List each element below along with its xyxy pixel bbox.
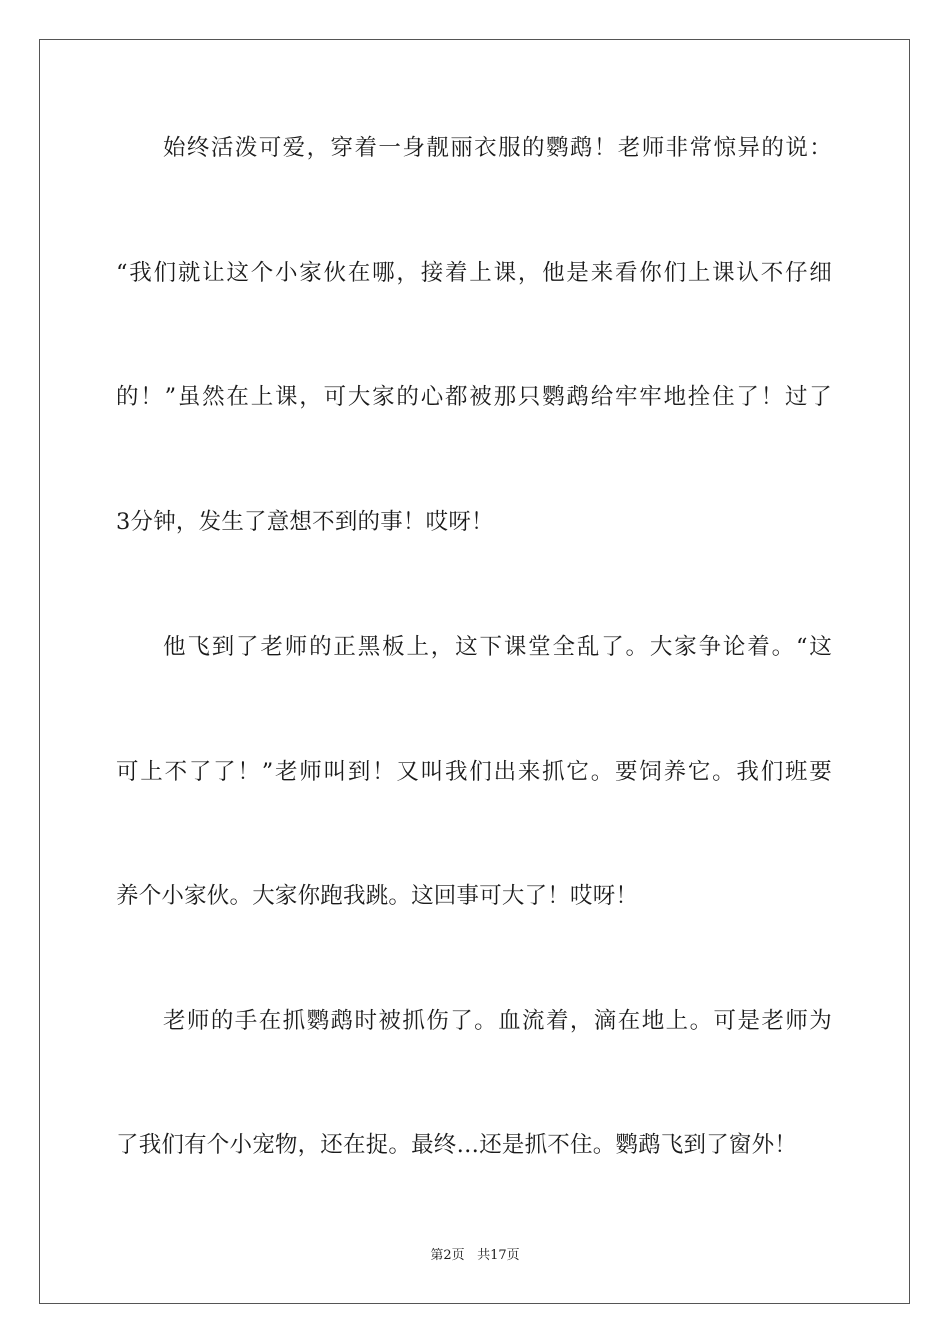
paragraph-1-line-1: 始终活泼可爱，穿着一身靓丽衣服的鹦鹉！老师非常惊异的说：: [163, 135, 832, 161]
page-total: 共17页: [477, 1248, 520, 1263]
paragraph-2-line-3: 养个小家伙。大家你跑我跳。这回事可大了！哎呀！: [116, 883, 639, 909]
paragraph-3-line-1: 老师的手在抓鹦鹉时被抓伤了。血流着，滴在地上。可是老师为: [163, 1008, 832, 1034]
paragraph-1-line-3: 的！”虽然在上课，可大家的心都被那只鹦鹉给牢牢地拴住了！过了: [116, 384, 832, 410]
paragraph-2-line-2: 可上不了了！”老师叫到！又叫我们出来抓它。要饲养它。我们班要: [116, 759, 832, 785]
paragraph-1-line-2: “我们就让这个小家伙在哪，接着上课，他是来看你们上课认不仔细: [116, 260, 832, 286]
page-number: 第2页: [430, 1248, 465, 1263]
paragraph-3-line-2: 了我们有个小宠物，还在捉。最终…还是抓不住。鹦鹉飞到了窗外！: [116, 1132, 798, 1158]
paragraph-2-line-1: 他飞到了老师的正黑板上，这下课堂全乱了。大家争论着。“这: [163, 634, 832, 660]
page-border: [39, 39, 910, 1304]
page-footer: [0, 1247, 950, 1265]
paragraph-1-line-4: 3分钟，发生了意想不到的事！哎呀！: [116, 509, 494, 535]
